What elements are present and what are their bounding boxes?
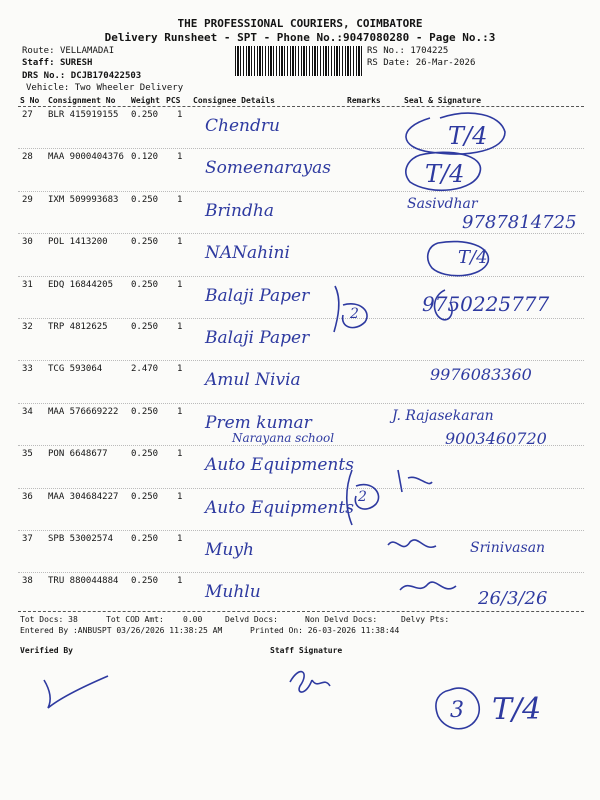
row-pcs: 1 xyxy=(177,364,183,375)
row-weight: 0.250 xyxy=(131,237,159,248)
brace-2-a xyxy=(334,286,367,332)
row-sno: 32 xyxy=(22,322,33,332)
handwritten-phone-33: 9976083360 xyxy=(430,365,532,384)
row-weight: 2.470 xyxy=(131,364,159,375)
row-consignee-handwriting: Someenarayas xyxy=(205,158,331,179)
row-pcs: 1 xyxy=(177,322,183,332)
handwritten-name-29: Sasivdhar xyxy=(407,196,478,212)
staff-signature-label: Staff Signature xyxy=(270,646,343,655)
row-sno: 28 xyxy=(22,152,33,163)
circled-2-a: 2 xyxy=(350,306,359,322)
row-consignment: POL 1413200 xyxy=(48,237,108,248)
vehicle-line: Vehicle: Two Wheeler Delivery xyxy=(26,83,184,93)
row-weight: 0.250 xyxy=(131,110,159,120)
row-consignment: SPB 53002574 xyxy=(48,534,114,544)
drs-label: DRS No.: xyxy=(22,71,66,81)
staff-label: Staff: xyxy=(22,58,55,68)
handwritten-date-38: 26/3/26 xyxy=(478,588,548,609)
row-sno: 37 xyxy=(22,534,33,544)
row-pcs: 1 xyxy=(177,534,183,544)
col-pcs: PCS xyxy=(166,96,181,105)
row-sno: 34 xyxy=(22,406,33,417)
non-delivered-docs: Non Delvd Docs: xyxy=(305,615,378,624)
staff-signature xyxy=(290,672,330,692)
row-pcs: 1 xyxy=(177,194,183,205)
row-consignee-handwriting: Auto Equipments xyxy=(205,455,354,476)
row-sno: 31 xyxy=(22,279,33,290)
row-consignment: BLR 415919155 xyxy=(48,110,119,120)
row-weight: 0.250 xyxy=(131,576,159,587)
brace-2-b xyxy=(347,470,379,525)
col-consignee: Consignee Details xyxy=(193,96,275,105)
row-consignee-handwriting: Prem kumar xyxy=(205,412,312,433)
row-weight: 0.250 xyxy=(131,534,159,544)
delivered-docs: Delvd Docs: xyxy=(225,615,278,624)
entered-by: Entered By :ANBUSPT 03/26/2026 11:38:25 AM xyxy=(20,626,223,635)
col-seal: Seal & Signature xyxy=(404,96,482,105)
row-consignment: TRP 4812625 xyxy=(48,322,108,332)
handwritten-t4-1: T/4 xyxy=(448,122,488,150)
company-title: THE PROFESSIONAL COURIERS, COIMBATORE xyxy=(177,17,423,30)
row-consignee-handwriting: Muyh xyxy=(205,540,254,560)
handwritten-t4-3: T/4 xyxy=(458,247,488,268)
row-consignee-handwriting: Muhlu xyxy=(205,582,261,603)
handwritten-phone-34: 9003460720 xyxy=(445,429,547,448)
staff-value: SURESH xyxy=(59,58,93,68)
runsheet-subtitle: Delivery Runsheet - SPT - Phone No.:9047080280 - Page No.:3 xyxy=(104,31,496,44)
handwritten-t4-2: T/4 xyxy=(425,160,465,188)
big-t4: T/4 xyxy=(492,692,542,727)
sign-35 xyxy=(398,470,432,492)
col-weight: Weight xyxy=(131,96,160,105)
row-consignee-handwriting: Brindha xyxy=(205,200,274,221)
row-consignment: IXM 509993683 xyxy=(48,194,119,205)
row-sno: 27 xyxy=(22,110,33,120)
row-pcs: 1 xyxy=(177,279,183,290)
total-docs: Tot Docs: 38 xyxy=(20,615,78,624)
row-sno: 33 xyxy=(22,364,33,375)
big-circled-3: 3 xyxy=(450,698,464,723)
row-pcs: 1 xyxy=(177,449,183,460)
row-consignee-handwriting: NANahini xyxy=(205,243,290,264)
col-remarks: Remarks xyxy=(347,96,381,105)
row-consignee-handwriting: Amul Nivia xyxy=(205,370,301,391)
row-weight: 0.250 xyxy=(131,406,159,417)
total-cod-label: Tot COD Amt: xyxy=(106,615,164,624)
row-sno: 36 xyxy=(22,491,33,502)
route-label: Route: xyxy=(22,46,55,56)
row-pcs: 1 xyxy=(177,491,183,502)
row-weight: 0.250 xyxy=(131,322,159,332)
handwritten-name-37: Srinivasan xyxy=(470,540,546,556)
loop-sign-27 xyxy=(406,113,505,154)
verified-by: Verified By xyxy=(20,646,73,655)
big-circle xyxy=(436,688,479,729)
row-weight: 0.250 xyxy=(131,491,159,502)
row-weight: 0.250 xyxy=(131,194,159,205)
row-consignment: PON 6648677 xyxy=(48,449,108,460)
rs-number: RS No.: 1704225 xyxy=(367,46,449,56)
row-consignee-handwriting: Balaji Paper xyxy=(205,328,310,348)
row-consignment: MAA 9000404376 xyxy=(48,152,124,163)
row-sno: 35 xyxy=(22,449,33,460)
row-consignment: EDQ 16844205 xyxy=(48,279,114,290)
row-sno: 29 xyxy=(22,194,33,205)
row-consignment: TCG 593064 xyxy=(48,364,103,375)
row-pcs: 1 xyxy=(177,237,183,248)
row-sno: 30 xyxy=(22,237,33,248)
row-consignment: TRU 880044884 xyxy=(48,576,119,587)
col-sno: S No xyxy=(20,96,40,105)
footer-divider xyxy=(18,611,584,612)
row-pcs: 1 xyxy=(177,406,183,417)
col-consignment: Consignment No xyxy=(48,96,116,105)
handwritten-phone-29: 9787814725 xyxy=(462,212,577,233)
row-consignee-handwriting: Auto Equipments xyxy=(205,497,354,518)
printed-on: Printed On: 26-03-2026 11:38:44 xyxy=(250,626,400,635)
row-pcs: 1 xyxy=(177,110,183,120)
sign-38 xyxy=(400,582,456,590)
delivery-points: Delvy Pts: xyxy=(401,615,450,624)
circled-2-b: 2 xyxy=(358,489,367,505)
route-value: VELLAMADAI xyxy=(59,46,115,56)
row-weight: 0.250 xyxy=(131,279,159,290)
row-consignee-handwriting: Chendru xyxy=(205,116,280,136)
drs-value: DCJB170422503 xyxy=(70,71,142,81)
row-consignment: MAA 304684227 xyxy=(48,491,119,502)
loop-sign-28 xyxy=(406,152,481,190)
verified-signature xyxy=(44,676,108,708)
row-pcs: 1 xyxy=(177,576,183,587)
handwritten-phone-31: 9750225777 xyxy=(422,292,550,316)
row-sno: 38 xyxy=(22,576,33,587)
row-consignment: MAA 576669222 xyxy=(48,406,119,417)
sign-37 xyxy=(388,540,436,547)
handwritten-name-34: J. Rajasekaran xyxy=(392,408,494,424)
row-weight: 0.120 xyxy=(131,152,159,163)
row-weight: 0.250 xyxy=(131,449,159,460)
row-consignee-handwriting-2: Narayana school xyxy=(232,430,335,445)
row-pcs: 1 xyxy=(177,152,183,163)
rs-date: RS Date: 26-Mar-2026 xyxy=(367,58,476,68)
total-cod-value: 0.00 xyxy=(183,615,203,624)
loop-sign-30 xyxy=(428,242,489,276)
sign-31 xyxy=(435,290,453,320)
row-consignee-handwriting: Balaji Paper xyxy=(205,285,310,306)
